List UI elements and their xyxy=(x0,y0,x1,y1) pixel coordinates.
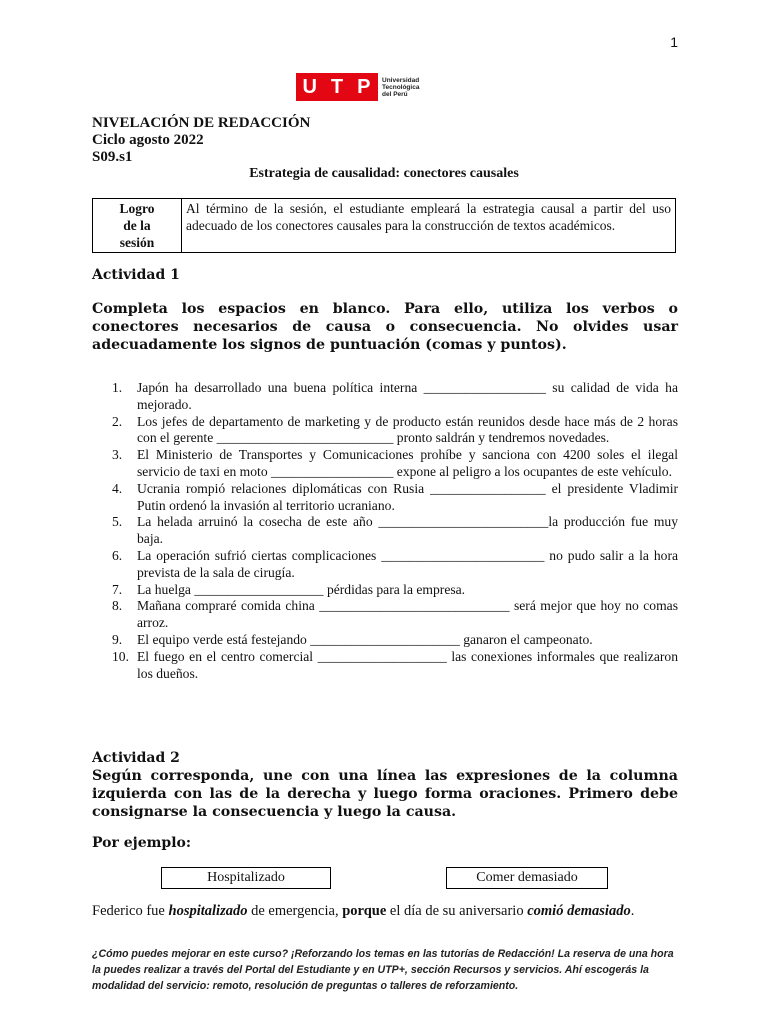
answer-blank[interactable]: ____________________________ xyxy=(319,598,510,614)
item-text: las conexiones informales que realizaron los dueños. xyxy=(137,648,678,681)
sentence-part: el día de su aniversario xyxy=(386,903,528,919)
logro-table xyxy=(92,198,676,253)
logro-label-line: sesión xyxy=(119,235,155,250)
list-item xyxy=(92,649,678,683)
logo-line-2: Tecnológica xyxy=(382,83,420,91)
item-text: El fuego en el centro comercial xyxy=(137,648,314,664)
sentence-part: . xyxy=(630,903,635,919)
item-number: 8. xyxy=(112,598,123,614)
sentence-emphasis: comió demasiado xyxy=(527,903,631,919)
item-number: 10. xyxy=(112,648,129,664)
item-text: El Ministerio de Transportes y Comunicaciones prohíbe y sanciona con 4200 soles el ilegal servicio de taxi en moto xyxy=(137,447,678,479)
course-name: NIVELACIÓN DE REDACCIÓN xyxy=(92,115,311,131)
item-number: 4. xyxy=(112,480,123,496)
item-text: el presidente Vladimir Putin ordenó la invasión al territorio ucraniano. xyxy=(137,480,678,513)
list-item xyxy=(92,514,678,548)
item-number: 2. xyxy=(112,413,123,429)
utp-logo xyxy=(296,73,419,101)
answer-blank[interactable]: _________________ xyxy=(430,480,546,496)
list-item xyxy=(92,548,678,582)
item-text: Los jefes de departamento de marketing y de producto están reunidos desde hace más de 2 horas con el gerente xyxy=(137,413,678,446)
example-right-box: Comer demasiado xyxy=(446,867,608,889)
item-text: la producción fue muy baja. xyxy=(137,514,679,547)
list-item xyxy=(92,481,678,515)
logro-label-line: Logro xyxy=(119,201,155,216)
logro-label-line: de la xyxy=(123,218,151,233)
logro-label xyxy=(93,199,182,253)
list-item xyxy=(92,632,678,649)
item-text: expone al peligro a los ocupantes de este vehículo. xyxy=(396,463,672,479)
item-text: La huelga xyxy=(137,581,191,597)
item-text: será mejor que hoy no comas arroz. xyxy=(137,598,678,631)
page-title: Estrategia de causalidad: conectores causales xyxy=(249,166,519,181)
logo-letter-p: P xyxy=(357,75,372,98)
answer-blank[interactable]: ___________________ xyxy=(317,648,447,664)
logo-text xyxy=(382,77,419,98)
footer-note: ¿Cómo puedes mejorar en este curso? ¡Reforzando los temas en las tutorías de Redacción! La reserva de una hora la puedes realizar a través del Portal del Estudiante y en UTP+, sección Recursos y servicios. Ahí escogerás la modalidad del servicio: remoto, resolución de preguntas o talleres de reforzamiento. xyxy=(92,948,674,992)
item-text: su calidad de vida ha mejorado. xyxy=(137,380,678,412)
logo-line-1: Universidad xyxy=(382,76,420,84)
item-text: Mañana compraré comida china xyxy=(137,598,315,614)
answer-blank[interactable]: __________________ xyxy=(423,380,546,395)
logo-letter-t: T xyxy=(330,75,345,98)
list-item xyxy=(92,414,678,448)
answer-blank[interactable]: __________________ xyxy=(271,463,394,479)
sentence-connector: porque xyxy=(342,903,387,919)
answer-blank[interactable]: __________________________ xyxy=(216,430,394,446)
item-number: 3. xyxy=(112,447,123,463)
page-number: 1 xyxy=(670,34,678,50)
activity2-instructions: Según corresponda, une con una línea las expresiones de la columna izquierda con las de la derecha y luego forma oraciones. Primero debe consignarse la consecuencia y luego la causa. xyxy=(92,768,678,820)
activity2-title: Actividad 2 xyxy=(92,750,180,766)
list-item xyxy=(92,447,678,481)
item-number: 9. xyxy=(112,631,123,647)
answer-blank[interactable]: ______________________ xyxy=(310,631,460,647)
logo-letter-u: U xyxy=(302,75,318,98)
answer-blank[interactable]: ___________________ xyxy=(194,581,324,597)
exercise-list xyxy=(92,380,678,682)
answer-blank[interactable]: ________________________ xyxy=(381,547,545,563)
sentence-part: Federico fue xyxy=(92,903,169,919)
sentence-emphasis: hospitalizado xyxy=(168,903,248,919)
answer-blank[interactable]: _________________________ xyxy=(378,514,549,530)
course-cycle: Ciclo agosto 2022 xyxy=(92,132,204,148)
session-code: S09.s1 xyxy=(92,149,133,165)
item-number: 7. xyxy=(112,581,123,597)
item-text: pérdidas para la empresa. xyxy=(326,581,466,597)
item-text: Japón ha desarrollado una buena política interna xyxy=(137,380,418,395)
activity1-instructions: Completa los espacios en blanco. Para ello, utiliza los verbos o conectores necesarios de causa o consecuencia. No olvides usar adecuadamente los signos de puntuación (comas y puntos). xyxy=(92,301,678,353)
list-item xyxy=(92,598,678,632)
example-sentence xyxy=(92,903,634,920)
sentence-part: de emergencia, xyxy=(247,903,343,919)
logo-line-3: del Perú xyxy=(382,90,408,98)
example-label: Por ejemplo: xyxy=(92,835,192,851)
activity1-title: Actividad 1 xyxy=(92,267,180,283)
item-number: 5. xyxy=(112,514,123,530)
utp-logo-mark xyxy=(296,73,378,101)
item-text: ganaron el campeonato. xyxy=(463,631,593,647)
item-text: no pudo salir a la hora prevista de la sala de cirugía. xyxy=(137,547,679,580)
item-text: pronto saldrán y tendremos novedades. xyxy=(396,430,610,446)
item-number: 1. xyxy=(112,380,123,395)
example-left-box: Hospitalizado xyxy=(161,867,331,889)
logro-text: Al término de la sesión, el estudiante empleará la estrategia causal a partir del uso adecuado de los conectores causales para la construcción de textos académicos. xyxy=(182,199,676,253)
list-item xyxy=(92,380,678,414)
item-text: Ucrania rompió relaciones diplomáticas con Rusia xyxy=(137,480,425,496)
item-text: La helada arruinó la cosecha de este año xyxy=(137,514,373,530)
item-number: 6. xyxy=(112,547,123,563)
item-text: La operación sufrió ciertas complicaciones xyxy=(137,547,377,563)
list-item xyxy=(92,582,678,599)
item-text: El equipo verde está festejando xyxy=(137,631,307,647)
